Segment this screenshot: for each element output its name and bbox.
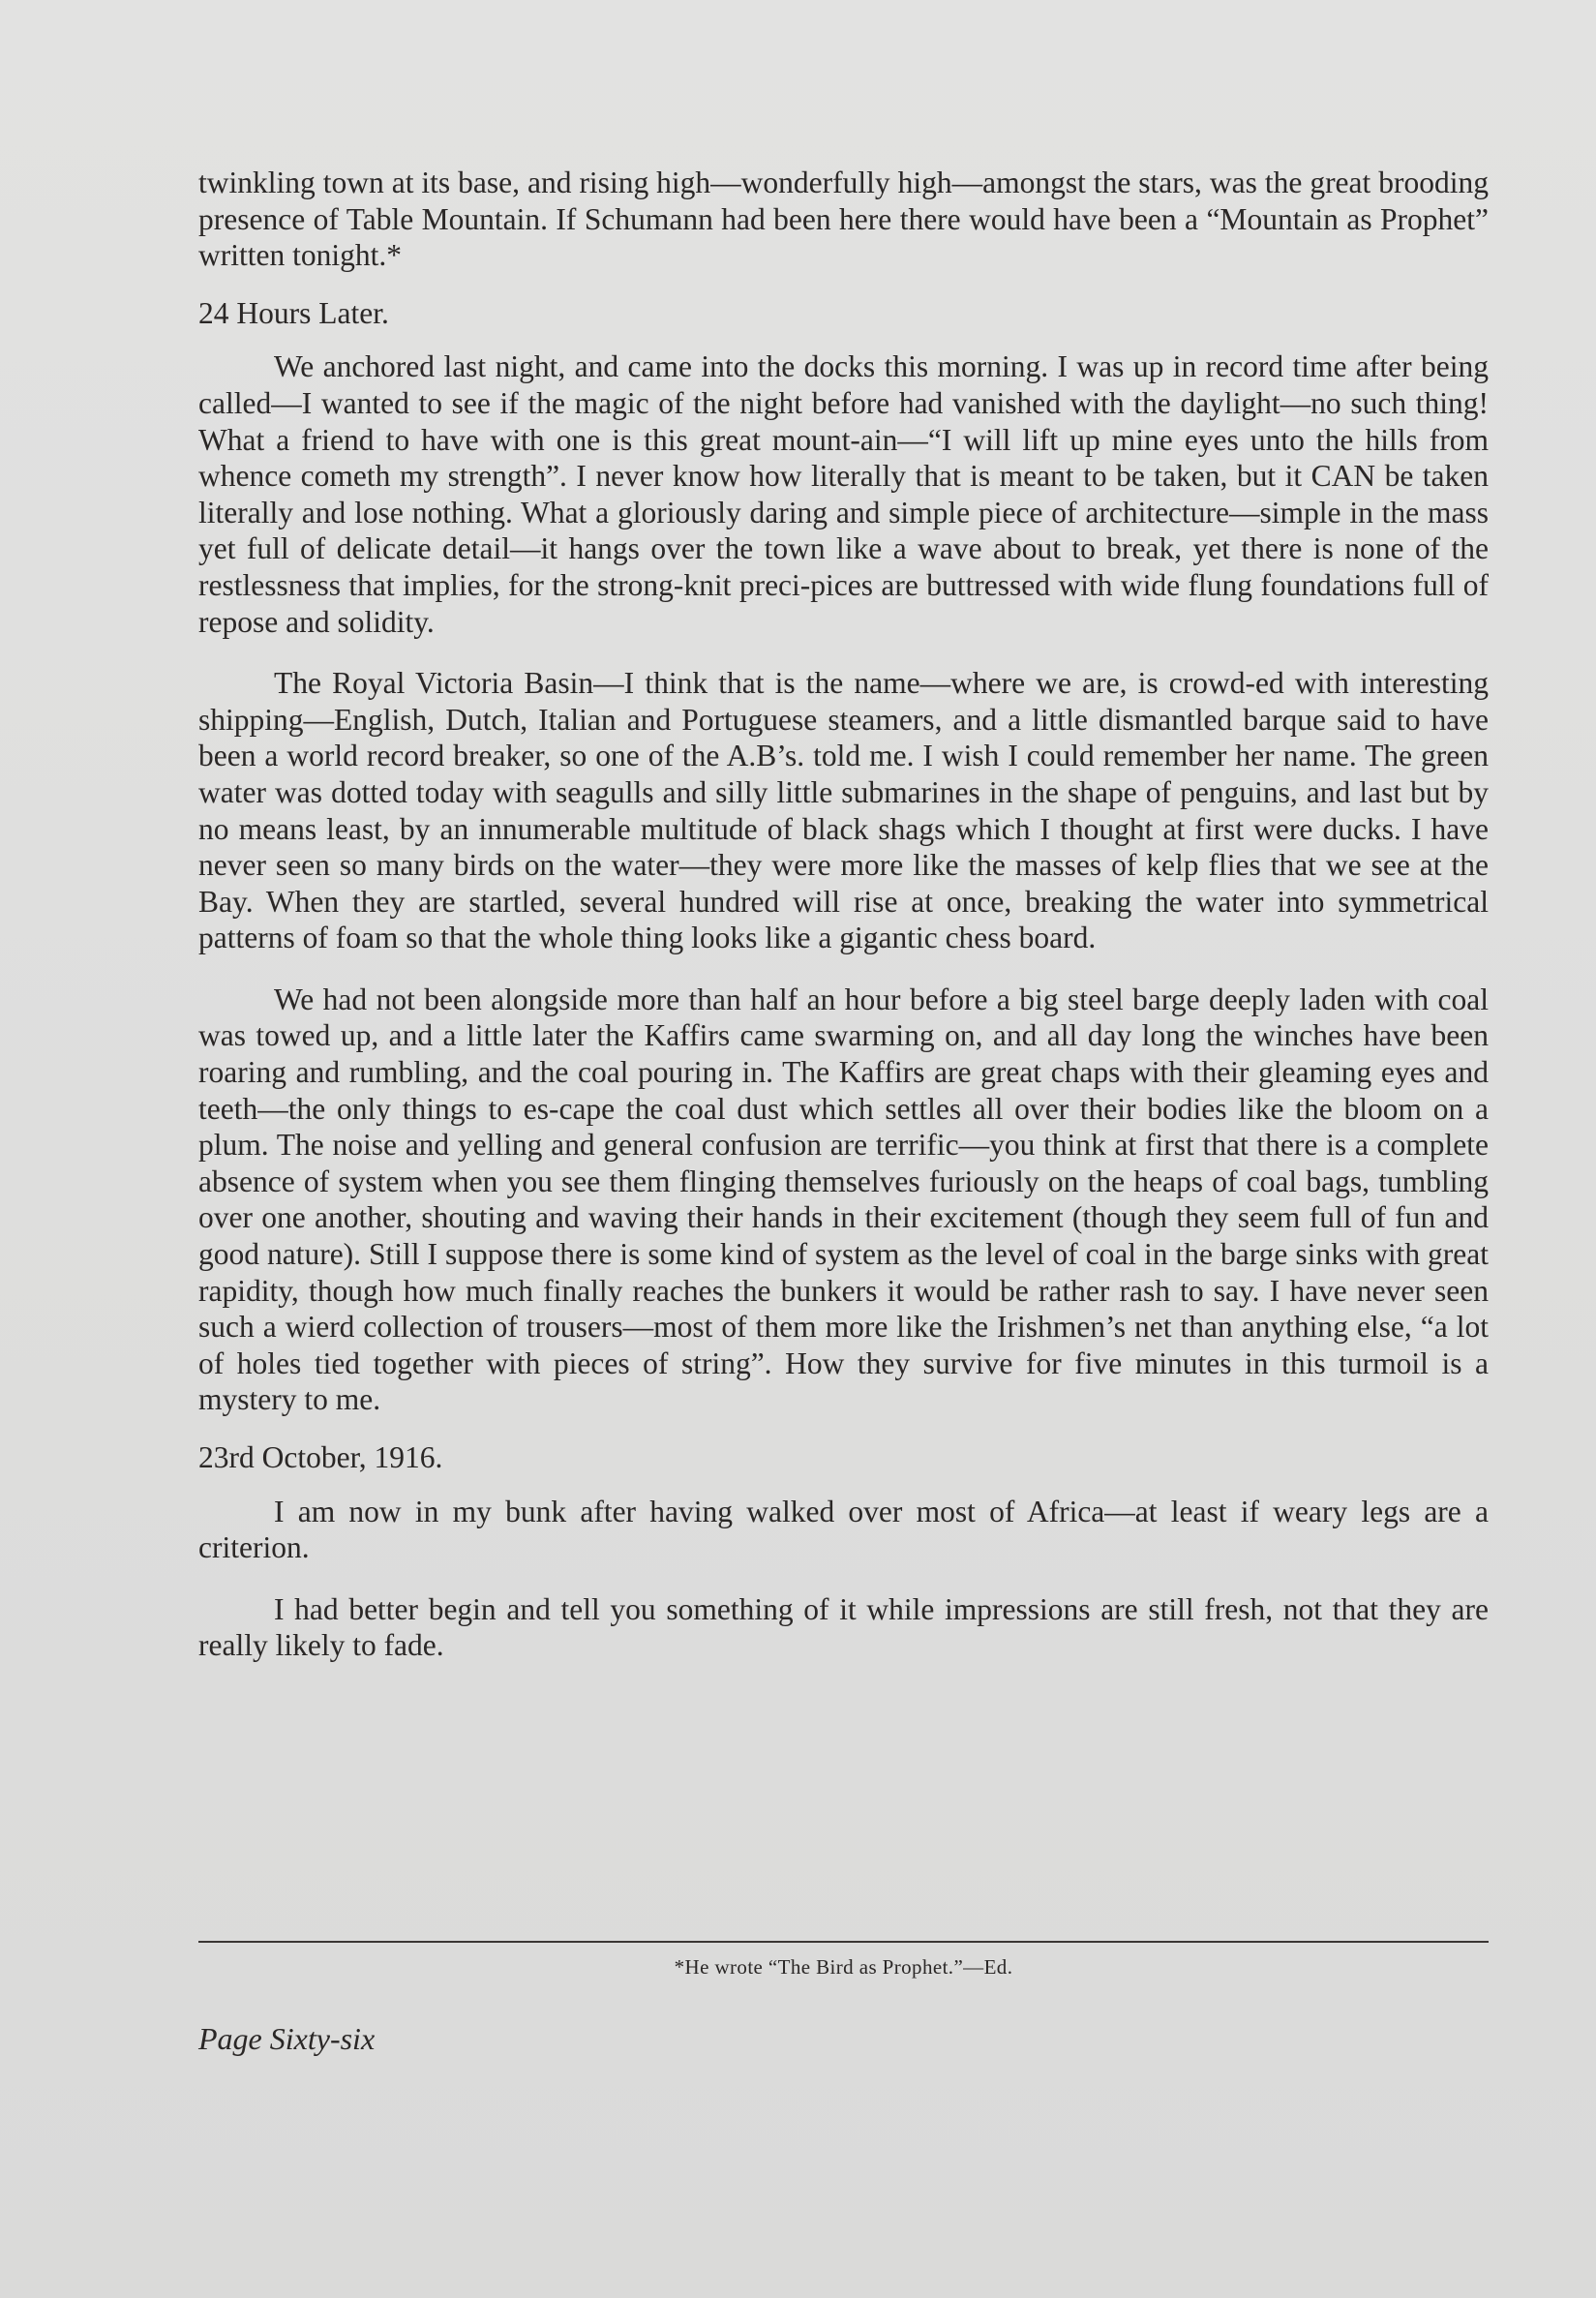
paragraph-royal-victoria-basin: The Royal Victoria Basin—I think that is the name—where we are, is crowd-ed with interesting shipping—English, Dutch, Italian and Portuguese steamers, and a little dismantled barque said to have been a world record breaker, so one of the A.B’s. told me. I wish I could remember her name. The green water was dotted today with seagulls and silly little submarines in the shape of penguins, and last but by no means least, by an innumerable multitude of black shags which I thought at first were ducks. I have never seen so many birds on the water—they were more like the masses of kelp flies that we see at the Bay. When they are startled, several hundred will rise at once, breaking the water into symmetrical patterns of foam so that the whole thing looks like a gigantic chess board. xyxy=(198,666,1489,955)
paragraph-impressions: I had better begin and tell you something of it while impressions are still fresh, not that they are really likely to fade. xyxy=(198,1591,1489,1663)
page-number: Page Sixty-six xyxy=(198,2021,376,2056)
footnote: *He wrote “The Bird as Prophet.”—Ed. xyxy=(674,1955,1013,1979)
paragraph-anchored: We anchored last night, and came into the docks this morning. I was up in record time after being called—I wanted to see if the magic of the night before had vanished with the daylight—no such thing! What a friend to have with one is this great mount-ain—“I will lift up mine eyes unto the hills from whence cometh my strength”. I never know how literally that is meant to be taken, but it CAN be taken literally and lose nothing. What a gloriously daring and simple piece of architecture—simple in the mass yet full of delicate detail—it hangs over the town like a wave about to break, yet there is none of the restlessness that implies, for the strong-knit preci-pices are buttressed with wide flung foundations full of repose and solidity. xyxy=(198,349,1489,639)
paragraph-coal-barge: We had not been alongside more than half an hour before a big steel barge deeply laden with coal was towed up, and a little later the Kaffirs came swarming on, and all day long the winches have been roaring and rumbling, and the coal pouring in. The Kaffirs are great chaps with their gleaming eyes and teeth—the only things to es-cape the coal dust which settles all over their bodies like the bloom on a plum. The noise and yelling and general confusion are terrific—you think at first that there is a complete absence of system when you see them flinging themselves furiously on the heaps of coal bags, tumbling over one another, shouting and waving their hands in their excitement (though they seem full of fun and good nature). Still I suppose there is some kind of system as the level of coal in the barge sinks with great rapidity, though how much finally reaches the bunkers it would be rather rash to say. I have never seen such a wierd collection of trousers—most of them more like the Irishmen’s net than anything else, “a lot of holes tied together with pieces of string”. How they survive for five minutes in this turmoil is a mystery to me. xyxy=(198,982,1489,1417)
opening-paragraph: twinkling town at its base, and rising high—wonderfully high—amongst the stars, was the great brooding presence of Table Mountain. If Schumann had been here there would have been a “Mountain as Prophet” written tonight.* xyxy=(198,166,1489,273)
paragraph-in-bunk: I am now in my bunk after having walked over most of Africa—at least if weary legs are a criterion. xyxy=(198,1494,1489,1565)
section-heading-date: 23rd October, 1916. xyxy=(198,1440,443,1474)
footnote-divider xyxy=(198,1941,1489,1943)
section-heading-24-hours-later: 24 Hours Later. xyxy=(198,295,389,330)
body-text xyxy=(198,165,1489,1664)
